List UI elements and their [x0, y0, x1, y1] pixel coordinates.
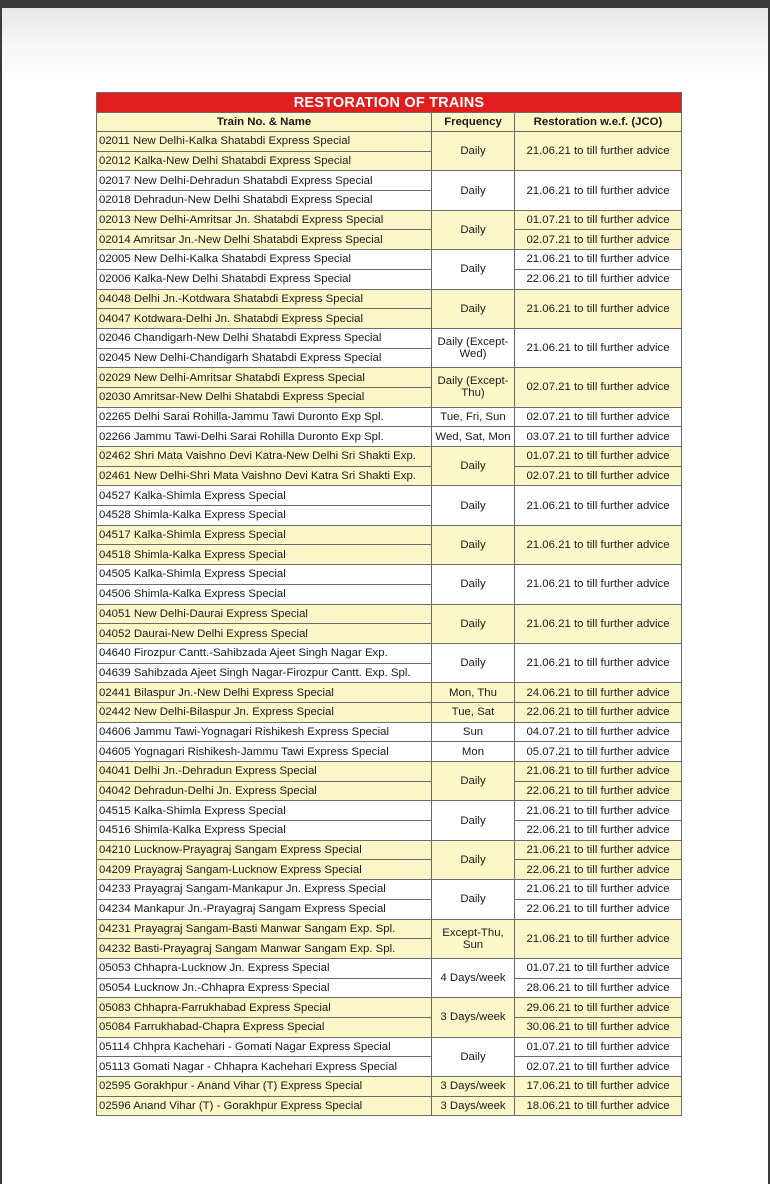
document-page	[2, 8, 768, 1184]
train-name-cell: 05054 Lucknow Jn.-Chhapra Express Special	[97, 978, 432, 998]
restoration-cell: 24.06.21 to till further advice	[515, 683, 682, 703]
header-train: Train No. & Name	[97, 113, 432, 132]
frequency-cell: Daily	[432, 880, 515, 919]
table-row	[97, 269, 682, 289]
train-name-cell: 02045 New Delhi-Chandigarh Shatabdi Express Special	[97, 348, 432, 368]
frequency-cell: Mon	[432, 742, 515, 762]
table-row	[97, 604, 682, 624]
restoration-cell: 21.06.21 to till further advice	[515, 289, 682, 328]
restoration-cell: 02.07.21 to till further advice	[515, 407, 682, 427]
restoration-cell: 01.07.21 to till further advice	[515, 210, 682, 230]
train-name-cell: 04047 Kotdwara-Delhi Jn. Shatabdi Express Special	[97, 309, 432, 329]
frequency-cell: Except-Thu, Sun	[432, 919, 515, 958]
train-name-cell: 05083 Chhapra-Farrukhabad Express Special	[97, 998, 432, 1018]
train-name-cell: 04231 Prayagraj Sangam-Basti Manwar Sangam Exp. Spl.	[97, 919, 432, 939]
table-row	[97, 466, 682, 486]
train-name-cell: 04516 Shimla-Kalka Express Special	[97, 821, 432, 841]
train-name-cell: 02018 Dehradun-New Delhi Shatabdi Express Special	[97, 191, 432, 211]
frequency-cell: Wed, Sat, Mon	[432, 427, 515, 447]
restoration-cell: 01.07.21 to till further advice	[515, 447, 682, 467]
restoration-cell: 22.06.21 to till further advice	[515, 781, 682, 801]
train-name-cell: 02596 Anand Vihar (T) - Gorakhpur Express Special	[97, 1096, 432, 1116]
restoration-table	[96, 92, 682, 1116]
train-name-cell: 02265 Delhi Sarai Rohilla-Jammu Tawi Duronto Exp Spl.	[97, 407, 432, 427]
train-name-cell: 02013 New Delhi-Amritsar Jn. Shatabdi Express Special	[97, 210, 432, 230]
frequency-cell: Daily	[432, 525, 515, 564]
table-row	[97, 702, 682, 722]
restoration-cell: 21.06.21 to till further advice	[515, 565, 682, 604]
restoration-cell: 21.06.21 to till further advice	[515, 919, 682, 958]
table-row	[97, 1057, 682, 1077]
table-row	[97, 328, 682, 348]
train-name-cell: 02017 New Delhi-Dehradun Shatabdi Express Special	[97, 171, 432, 191]
restoration-cell: 21.06.21 to till further advice	[515, 171, 682, 210]
frequency-cell: Daily	[432, 565, 515, 604]
restoration-cell: 21.06.21 to till further advice	[515, 486, 682, 525]
restoration-cell: 04.07.21 to till further advice	[515, 722, 682, 742]
table-row	[97, 762, 682, 782]
restoration-cell: 02.07.21 to till further advice	[515, 1057, 682, 1077]
frequency-cell: 3 Days/week	[432, 998, 515, 1037]
train-name-cell: 04210 Lucknow-Prayagraj Sangam Express Special	[97, 840, 432, 860]
table-row	[97, 840, 682, 860]
train-name-cell: 02595 Gorakhpur - Anand Vihar (T) Express Special	[97, 1077, 432, 1097]
table-row	[97, 683, 682, 703]
table-row	[97, 801, 682, 821]
table-row	[97, 919, 682, 939]
train-name-cell: 05113 Gomati Nagar - Chhapra Kachehari Express Special	[97, 1057, 432, 1077]
frequency-cell: Daily	[432, 762, 515, 801]
restoration-cell: 01.07.21 to till further advice	[515, 1037, 682, 1057]
table-row	[97, 427, 682, 447]
train-name-cell: 04041 Delhi Jn.-Dehradun Express Special	[97, 762, 432, 782]
train-name-cell: 04051 New Delhi-Daurai Express Special	[97, 604, 432, 624]
restoration-cell: 21.06.21 to till further advice	[515, 880, 682, 900]
train-name-cell: 02046 Chandigarh-New Delhi Shatabdi Express Special	[97, 328, 432, 348]
train-name-cell: 02011 New Delhi-Kalka Shatabdi Express Special	[97, 132, 432, 152]
frequency-cell: 3 Days/week	[432, 1096, 515, 1116]
frequency-cell: Daily	[432, 250, 515, 289]
table-row	[97, 407, 682, 427]
train-name-cell: 02029 New Delhi-Amritsar Shatabdi Express Special	[97, 368, 432, 388]
train-name-cell: 02030 Amritsar-New Delhi Shatabdi Express Special	[97, 387, 432, 407]
train-name-cell: 02005 New Delhi-Kalka Shatabdi Express Special	[97, 250, 432, 270]
frequency-cell: 3 Days/week	[432, 1077, 515, 1097]
restoration-cell: 21.06.21 to till further advice	[515, 643, 682, 682]
restoration-cell: 22.06.21 to till further advice	[515, 899, 682, 919]
train-name-cell: 05053 Chhapra-Lucknow Jn. Express Special	[97, 958, 432, 978]
frequency-cell: Daily (Except-Thu)	[432, 368, 515, 407]
table-row	[97, 525, 682, 545]
train-name-cell: 04640 Firozpur Cantt.-Sahibzada Ajeet Singh Nagar Exp.	[97, 643, 432, 663]
frequency-cell: Daily	[432, 447, 515, 486]
restoration-cell: 28.06.21 to till further advice	[515, 978, 682, 998]
train-name-cell: 04233 Prayagraj Sangam-Mankapur Jn. Express Special	[97, 880, 432, 900]
restoration-cell: 03.07.21 to till further advice	[515, 427, 682, 447]
frequency-cell: 4 Days/week	[432, 958, 515, 997]
restoration-cell: 22.06.21 to till further advice	[515, 702, 682, 722]
table-row	[97, 1096, 682, 1116]
table-row	[97, 1017, 682, 1037]
train-name-cell: 04048 Delhi Jn.-Kotdwara Shatabdi Express Special	[97, 289, 432, 309]
restoration-cell: 01.07.21 to till further advice	[515, 958, 682, 978]
restoration-cell: 17.06.21 to till further advice	[515, 1077, 682, 1097]
frequency-cell: Daily	[432, 840, 515, 879]
table-body	[97, 132, 682, 1116]
train-name-cell: 04515 Kalka-Shimla Express Special	[97, 801, 432, 821]
frequency-cell: Tue, Fri, Sun	[432, 407, 515, 427]
train-name-cell: 05114 Chhpra Kachehari - Gomati Nagar Express Special	[97, 1037, 432, 1057]
table-row	[97, 978, 682, 998]
train-name-cell: 04639 Sahibzada Ajeet Singh Nagar-Firozpur Cantt. Exp. Spl.	[97, 663, 432, 683]
restoration-cell: 21.06.21 to till further advice	[515, 604, 682, 643]
frequency-cell: Daily	[432, 643, 515, 682]
table-row	[97, 821, 682, 841]
table-row	[97, 210, 682, 230]
restoration-cell: 21.06.21 to till further advice	[515, 525, 682, 564]
table-row	[97, 368, 682, 388]
table-row	[97, 880, 682, 900]
frequency-cell: Daily	[432, 132, 515, 171]
table-row	[97, 998, 682, 1018]
train-name-cell: 04605 Yognagari Rishikesh-Jammu Tawi Express Special	[97, 742, 432, 762]
restoration-cell: 21.06.21 to till further advice	[515, 132, 682, 171]
train-name-cell: 04505 Kalka-Shimla Express Special	[97, 565, 432, 585]
train-name-cell: 02012 Kalka-New Delhi Shatabdi Express Special	[97, 151, 432, 171]
table-title: RESTORATION OF TRAINS	[97, 93, 682, 113]
table-row	[97, 781, 682, 801]
table-row	[97, 171, 682, 191]
restoration-cell: 05.07.21 to till further advice	[515, 742, 682, 762]
table-row	[97, 742, 682, 762]
train-name-cell: 04232 Basti-Prayagraj Sangam Manwar Sangam Exp. Spl.	[97, 939, 432, 959]
table-row	[97, 132, 682, 152]
restoration-cell: 02.07.21 to till further advice	[515, 230, 682, 250]
frequency-cell: Daily	[432, 210, 515, 249]
frequency-cell: Tue, Sat	[432, 702, 515, 722]
table-row	[97, 722, 682, 742]
train-name-cell: 04517 Kalka-Shimla Express Special	[97, 525, 432, 545]
restoration-cell: 29.06.21 to till further advice	[515, 998, 682, 1018]
restoration-cell: 22.06.21 to till further advice	[515, 860, 682, 880]
table-row	[97, 643, 682, 663]
train-name-cell: 04518 Shimla-Kalka Express Special	[97, 545, 432, 565]
header-restoration: Restoration w.e.f. (JCO)	[515, 113, 682, 132]
train-name-cell: 04052 Daurai-New Delhi Express Special	[97, 624, 432, 644]
restoration-cell: 02.07.21 to till further advice	[515, 368, 682, 407]
restoration-cell: 21.06.21 to till further advice	[515, 762, 682, 782]
restoration-cell: 02.07.21 to till further advice	[515, 466, 682, 486]
table-row	[97, 860, 682, 880]
table-row	[97, 1037, 682, 1057]
train-name-cell: 04209 Prayagraj Sangam-Lucknow Express Special	[97, 860, 432, 880]
restoration-cell: 21.06.21 to till further advice	[515, 840, 682, 860]
restoration-cell: 21.06.21 to till further advice	[515, 328, 682, 367]
frequency-cell: Daily	[432, 486, 515, 525]
train-name-cell: 04527 Kalka-Shimla Express Special	[97, 486, 432, 506]
restoration-cell: 22.06.21 to till further advice	[515, 821, 682, 841]
restoration-cell: 18.06.21 to till further advice	[515, 1096, 682, 1116]
table-row	[97, 899, 682, 919]
frequency-cell: Daily	[432, 1037, 515, 1076]
frequency-cell: Sun	[432, 722, 515, 742]
frequency-cell: Daily	[432, 801, 515, 840]
frequency-cell: Mon, Thu	[432, 683, 515, 703]
restoration-cell: 21.06.21 to till further advice	[515, 801, 682, 821]
train-name-cell: 02442 New Delhi-Bilaspur Jn. Express Special	[97, 702, 432, 722]
train-name-cell: 05084 Farrukhabad-Chapra Express Special	[97, 1017, 432, 1037]
table-row	[97, 250, 682, 270]
train-name-cell: 04234 Mankapur Jn.-Prayagraj Sangam Express Special	[97, 899, 432, 919]
frequency-cell: Daily	[432, 171, 515, 210]
header-frequency: Frequency	[432, 113, 515, 132]
train-name-cell: 04042 Dehradun-Delhi Jn. Express Special	[97, 781, 432, 801]
restoration-cell: 21.06.21 to till further advice	[515, 250, 682, 270]
table-row	[97, 958, 682, 978]
train-name-cell: 02014 Amritsar Jn.-New Delhi Shatabdi Express Special	[97, 230, 432, 250]
table-row	[97, 447, 682, 467]
train-name-cell: 04528 Shimla-Kalka Express Special	[97, 506, 432, 526]
frequency-cell: Daily	[432, 604, 515, 643]
train-name-cell: 02461 New Delhi-Shri Mata Vaishno Devi Katra Sri Shakti Exp.	[97, 466, 432, 486]
table-row	[97, 1077, 682, 1097]
restoration-cell: 22.06.21 to till further advice	[515, 269, 682, 289]
table-row	[97, 230, 682, 250]
frequency-cell: Daily	[432, 289, 515, 328]
train-name-cell: 02006 Kalka-New Delhi Shatabdi Express Special	[97, 269, 432, 289]
table-row	[97, 565, 682, 585]
frequency-cell: Daily (Except-Wed)	[432, 328, 515, 367]
restoration-cell: 30.06.21 to till further advice	[515, 1017, 682, 1037]
train-name-cell: 02441 Bilaspur Jn.-New Delhi Express Special	[97, 683, 432, 703]
train-name-cell: 02462 Shri Mata Vaishno Devi Katra-New Delhi Sri Shakti Exp.	[97, 447, 432, 467]
train-name-cell: 04606 Jammu Tawi-Yognagari Rishikesh Express Special	[97, 722, 432, 742]
train-name-cell: 02266 Jammu Tawi-Delhi Sarai Rohilla Duronto Exp Spl.	[97, 427, 432, 447]
table-row	[97, 486, 682, 506]
train-name-cell: 04506 Shimla-Kalka Express Special	[97, 584, 432, 604]
table-row	[97, 289, 682, 309]
